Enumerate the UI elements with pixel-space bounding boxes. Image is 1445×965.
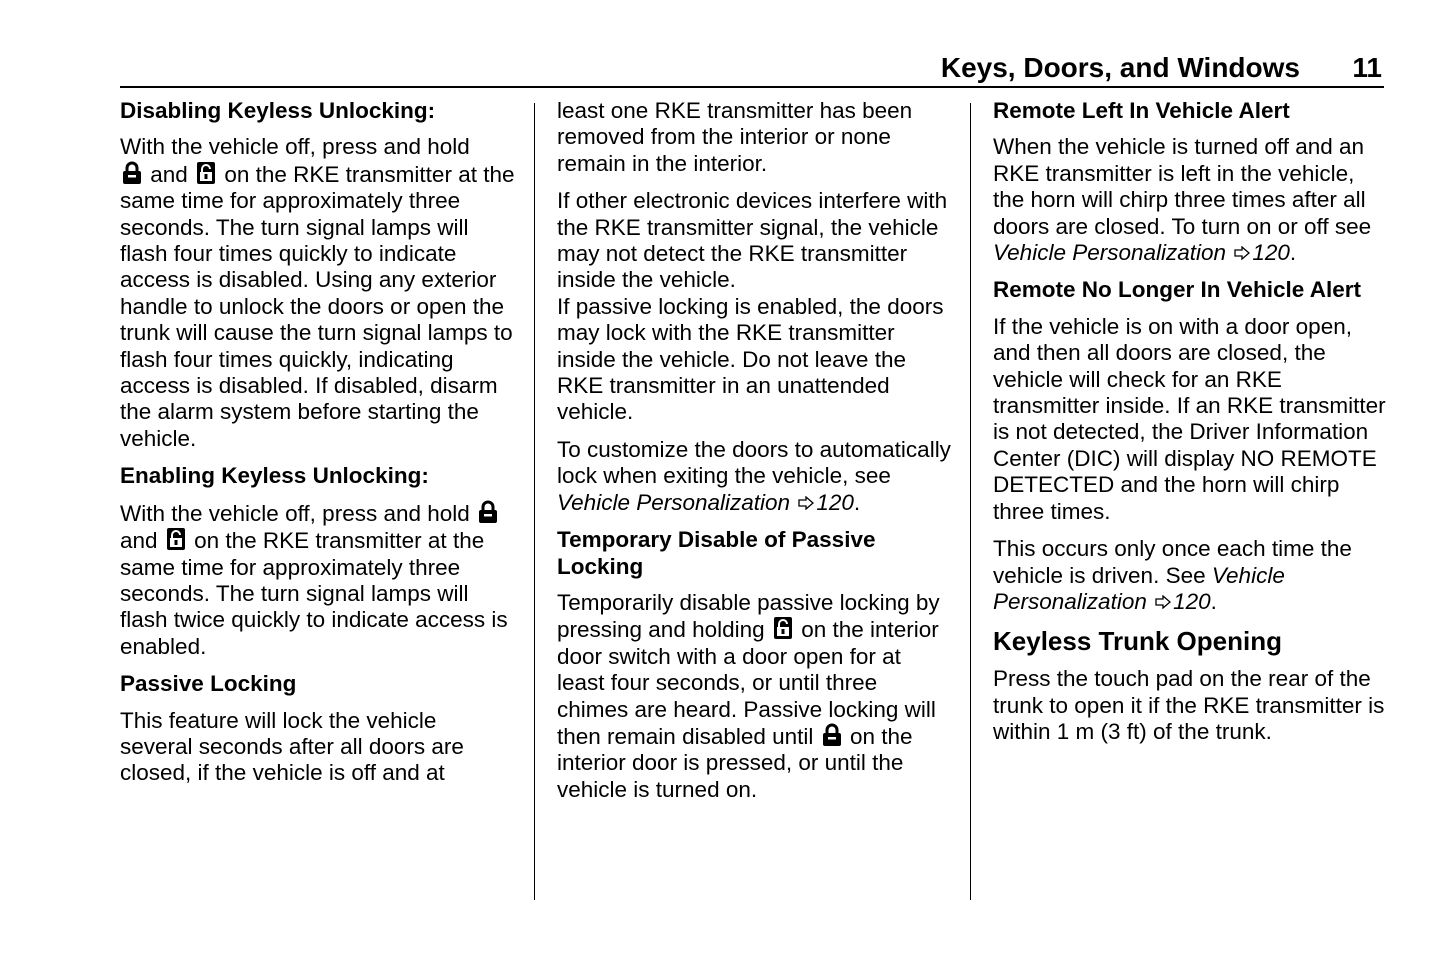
cross-reference-link[interactable]: Vehicle Personalization [557, 489, 791, 515]
paragraph-temporary-disable [557, 590, 952, 803]
lock-icon [822, 723, 842, 747]
page-number: 11 [1352, 52, 1382, 83]
heading-disabling-keyless-unlocking: Disabling Keyless Unlocking: [120, 98, 436, 123]
lock-icon [478, 500, 498, 524]
column-2 [557, 98, 952, 814]
page-reference-arrow-icon [798, 496, 814, 510]
heading-keyless-trunk-opening: Keyless Trunk Opening [993, 626, 1282, 657]
heading-enabling-keyless-unlocking: Enabling Keyless Unlocking: [120, 463, 429, 489]
text-run: This occurs only once each time the vehicle is driven. See [993, 536, 1352, 588]
cross-reference-link[interactable]: Vehicle Personalization [993, 240, 1227, 266]
unlock-icon [166, 527, 186, 551]
paragraph-customize: To customize the doors to automatically lock when exiting the vehicle, see Vehicle Personalization 120. [557, 436, 951, 515]
paragraph-passive-locking: This feature will lock the vehicle several seconds after all doors are closed, if the vehicle is off and at [120, 707, 464, 786]
section-title: Keys, Doors, and Windows [940, 52, 1300, 83]
page-reference-arrow-icon [1234, 246, 1250, 260]
paragraph-continued: least one RKE transmitter has been removed from the interior or none remain in the interior. [557, 98, 913, 176]
paragraph-enabling [120, 500, 515, 660]
text-run: on the interior door is pressed, or until the vehicle is turned on. [557, 723, 913, 802]
text-run: on the RKE transmitter at the same time for approximately three seconds. The turn signal lamps will flash twice quickly to indicate access is enabled. [120, 528, 508, 659]
page-reference[interactable]: 120 [816, 489, 854, 515]
paragraph-disabling [120, 134, 515, 452]
column-1 [120, 98, 515, 798]
paragraph-remote-left: When the vehicle is turned off and an RKE transmitter is left in the vehicle, the horn will chirp three times after all doors are closed. To turn on or off see Vehicle Personalization 120. [993, 134, 1372, 266]
text-run: To customize the doors to automatically lock when exiting the vehicle, see [557, 436, 951, 489]
column-divider [970, 103, 971, 900]
text-run: and [150, 161, 188, 187]
unlock-icon [196, 161, 216, 185]
paragraph-remote-no-longer: If the vehicle is on with a door open, and then all doors are closed, the vehicle will check for an RKE transmitter inside. If an RKE transmitter is not detected, the Driver Information Center (DIC) will display NO REMOTE DETECTED and the horn will chirp three times. [993, 313, 1386, 524]
paragraph-trunk: Press the touch pad on the rear of the trunk to open it if the RKE transmitter is within 1 m (3 ft) of the trunk. [993, 666, 1385, 745]
paragraph-interference: If other electronic devices interfere with the RKE transmitter signal, the vehicle may not detect the RKE transmitter inside the vehicle. [557, 188, 948, 293]
paragraph-passive-enabled: If passive locking is enabled, the doors may lock with the RKE transmitter inside the vehicle. Do not leave the RKE transmitter in an unattended vehicle. [557, 293, 944, 425]
page-reference[interactable]: 120 [1173, 588, 1211, 614]
text-run: on the interior door switch with a door open for at least four seconds, or until three chimes are heard. Passive locking will then remain disabled until [557, 617, 939, 749]
page-reference-arrow-icon [1155, 595, 1171, 609]
unlock-icon [773, 616, 793, 640]
text-run: With the vehicle off, press and hold [120, 134, 470, 160]
text-run: Temporarily disable passive locking by pressing and holding [557, 589, 940, 643]
paragraph-once-each-time: This occurs only once each time the vehicle is driven. See Vehicle Personalization 120. [993, 536, 1352, 614]
heading-remote-no-longer-alert: Remote No Longer In Vehicle Alert [993, 277, 1361, 303]
page-reference[interactable]: 120 [1252, 240, 1290, 266]
heading-passive-locking: Passive Locking [120, 671, 297, 697]
text-run: With the vehicle off, press and hold [120, 500, 470, 526]
cross-reference-link[interactable]: Vehicle Personalization [993, 562, 1285, 614]
heading-remote-left-alert: Remote Left In Vehicle Alert [993, 98, 1290, 123]
text-run: on the RKE transmitter at the same time for approximately three seconds. The turn signal lamps will flash four times quickly to indicate access is disabled. Using any exterior handle to unlock the doors or open the trunk will cause the turn signal lamps to flash four times quickly, indicating access is disabled. If disabled, disarm the alarm system before starting the vehicle. [120, 161, 515, 451]
column-divider [534, 103, 535, 900]
text-run: When the vehicle is turned off and an RKE transmitter is left in the vehicle, the horn will chirp three times after all doors are closed. To turn on or off see [993, 134, 1372, 239]
text-run: and [120, 528, 158, 554]
column-3 [993, 98, 1388, 757]
page-header [120, 52, 1384, 88]
lock-icon [122, 161, 142, 185]
heading-temporary-disable: Temporary Disable of Passive Locking [557, 527, 876, 579]
